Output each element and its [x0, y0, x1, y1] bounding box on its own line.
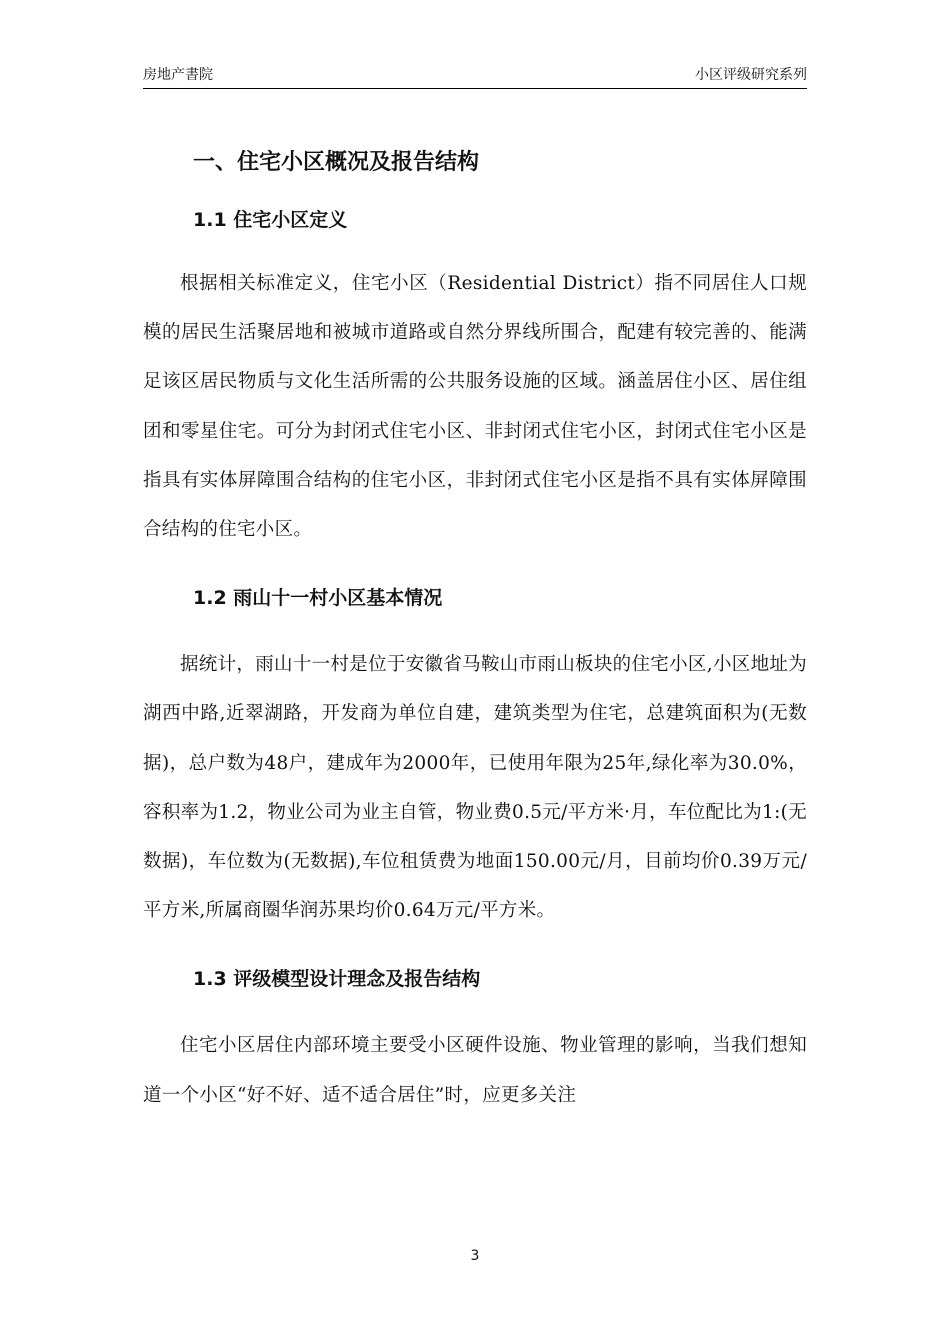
section-title-1-1: 1.1 住宅小区定义 [193, 209, 348, 231]
section-title-1-2: 1.2 雨山十一村小区基本情况 [193, 587, 443, 610]
chapter-title: 一、住宅小区概况及报告结构 [193, 150, 480, 175]
page-number: 3 [470, 1248, 480, 1264]
header-publisher: 房地产書院 [143, 67, 213, 83]
section-paragraph-1-1: 根据相关标准定义，住宅小区（Residential District）指不同居住人口规模的居民生活聚居地和被城市道路或自然分界线所围合，配建有较完善的、能满足该区居民物质与文化生活所需的公共服务设施的区域。涵盖居住小区、居住组团和零星住宅。可分为封闭式住宅小区、非封闭式住宅小区，封闭式住宅小区是指具有实体屏障围合结构的住宅小区，非封闭式住宅小区是指不具有实体屏障围合结构的住宅小区。 [143, 273, 807, 541]
page-content [143, 140, 807, 1120]
page-header [143, 66, 807, 89]
header-series-title: 小区评级研究系列 [695, 67, 807, 83]
section-paragraph-1-3: 住宅小区居住内部环境主要受小区硬件设施、物业管理的影响，当我们想知道一个小区“好不好、适不适合居住”时，应更多关注 [143, 1035, 807, 1106]
section-paragraph-1-2: 据统计，雨山十一村是位于安徽省马鞍山市雨山板块的住宅小区,小区地址为湖西中路,近翠湖路，开发商为单位自建，建筑类型为住宅，总建筑面积为(无数据)，总户数为48户，建成年为2000年，已使用年限为25年,绿化率为30.0%，容积率为1.2，物业公司为业主自管，物业费0.5元/平方米·月，车位配比为1:(无数据)，车位数为(无数据),车位租赁费为地面150.00元/月，目前均价0.39万元/平方米,所属商圈华润苏果均价0.64万元/平方米。 [143, 654, 807, 922]
section-title-1-3: 1.3 评级模型设计理念及报告结构 [193, 968, 481, 991]
